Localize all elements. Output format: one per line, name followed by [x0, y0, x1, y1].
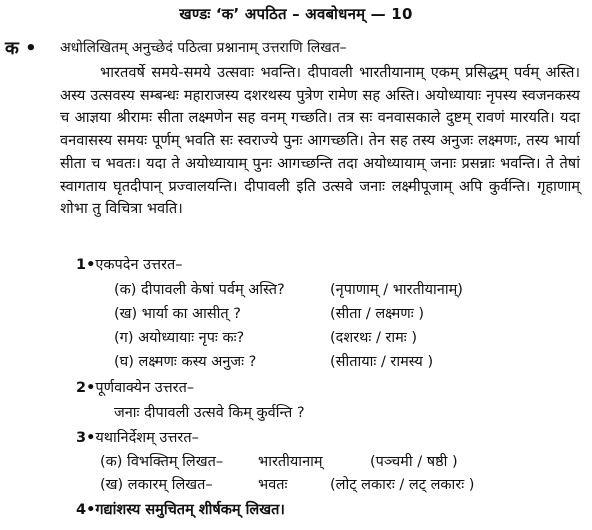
q1-item-d-options: (सीतायाः / रामस्य ) [330, 354, 434, 370]
question-2-heading [76, 377, 194, 397]
question-1-number: 1• [76, 257, 96, 273]
passage-text: भारतवर्षे समये-समये उत्सवाः भवन्ति। दीपावली भारतीयानाम् एकम् प्रसिद्धम् पर्वम् अस्ति। अस्य उत्सवस्य सम्बन्धः महाराजस्य दशरथस्य पुत्रेण रामेण सह अस्ति। अयोध्यायाः नृपस्य स्वजनकस्य च आज्ञया श्रीरामः सीता लक्ष्मणेन सह वनम् गच्छति। तत्र सः वनवासकाले दुष्टम् रावणं मारयति। यदा वनवासस्य समयः पूर्णम् भवति सः स्वराज्ये पुनः आगच्छति। तेन सह तस्य अनुजः लक्ष्मणः, तस्य भार्या सीता च भवतः। यदा ते अयोध्यायाम् पुनः आगच्छन्ति तदा अयोध्यायाम् जनाः प्रसन्नाः भवन्ति। ते तेषां स्वागताय घृतदीपान् प्रज्वालयन्ति। दीपावली इति उत्सवे जनाः लक्ष्मीपूजाम् अपि कुर्वन्ति। गृहाणाम् शोभा तु विचित्रा भवति। [60, 64, 580, 218]
question-1-heading [76, 254, 183, 274]
question-3-heading [76, 427, 199, 447]
instruction-text: अधोलिखितम् अनुच्छेदं पठित्वा प्रश्नानाम् उत्तराणि लिखत– [60, 40, 347, 56]
q3-item-a: (क) विभक्तिम् लिखत– [100, 454, 224, 470]
q1-item-c: (ग) अयोध्यायाः नृपः कः? [114, 330, 245, 346]
question-3-number: 3• [76, 430, 96, 446]
question-4-heading [76, 499, 285, 519]
passage [60, 62, 580, 221]
q3-item-a-options: (पञ्चमी / षष्ठी ) [370, 454, 458, 470]
q1-item-b-options: (सीता / लक्ष्मणः ) [330, 306, 424, 322]
question-4-title: गद्यांशस्य समुचितम् शीर्षकम् लिखत। [95, 502, 285, 518]
q1-item-c-options: (दशरथः / रामः ) [330, 330, 417, 346]
q3-item-b: (ख) लकारम् लिखत– [100, 477, 213, 493]
q1-item-a-options: (नृपाणाम् / भारतीयानाम्) [330, 282, 463, 298]
question-2-title: पूर्णवाक्येन उत्तरत– [95, 380, 195, 396]
question-4-number: 4• [76, 502, 96, 518]
section-heading: खण्डः ‘क’ अपठित – अवबोधनम् — 10 [179, 5, 413, 23]
section-marker: क • [5, 38, 37, 59]
question-2-number: 2• [76, 380, 96, 396]
question-3-title: यथानिर्देशम् उत्तरत– [95, 430, 199, 446]
q1-item-a: (क) दीपावली केषां पर्वम् अस्ति? [114, 282, 285, 298]
q3-item-b-options: (लोट् लकारः / लट् लकारः ) [330, 477, 475, 493]
q1-item-b: (ख) भार्या का आसीत् ? [114, 306, 241, 322]
q1-item-d: (घ) लक्ष्मणः कस्य अनुजः ? [114, 354, 257, 370]
q3-item-a-word: भारतीयानाम् [258, 454, 323, 470]
q3-item-b-word: भवतः [258, 477, 288, 493]
question-1-title: एकपदेन उत्तरत– [95, 257, 183, 273]
q2-item: जनाः दीपावली उत्सवे किम् कुर्वन्ति ? [114, 405, 305, 421]
